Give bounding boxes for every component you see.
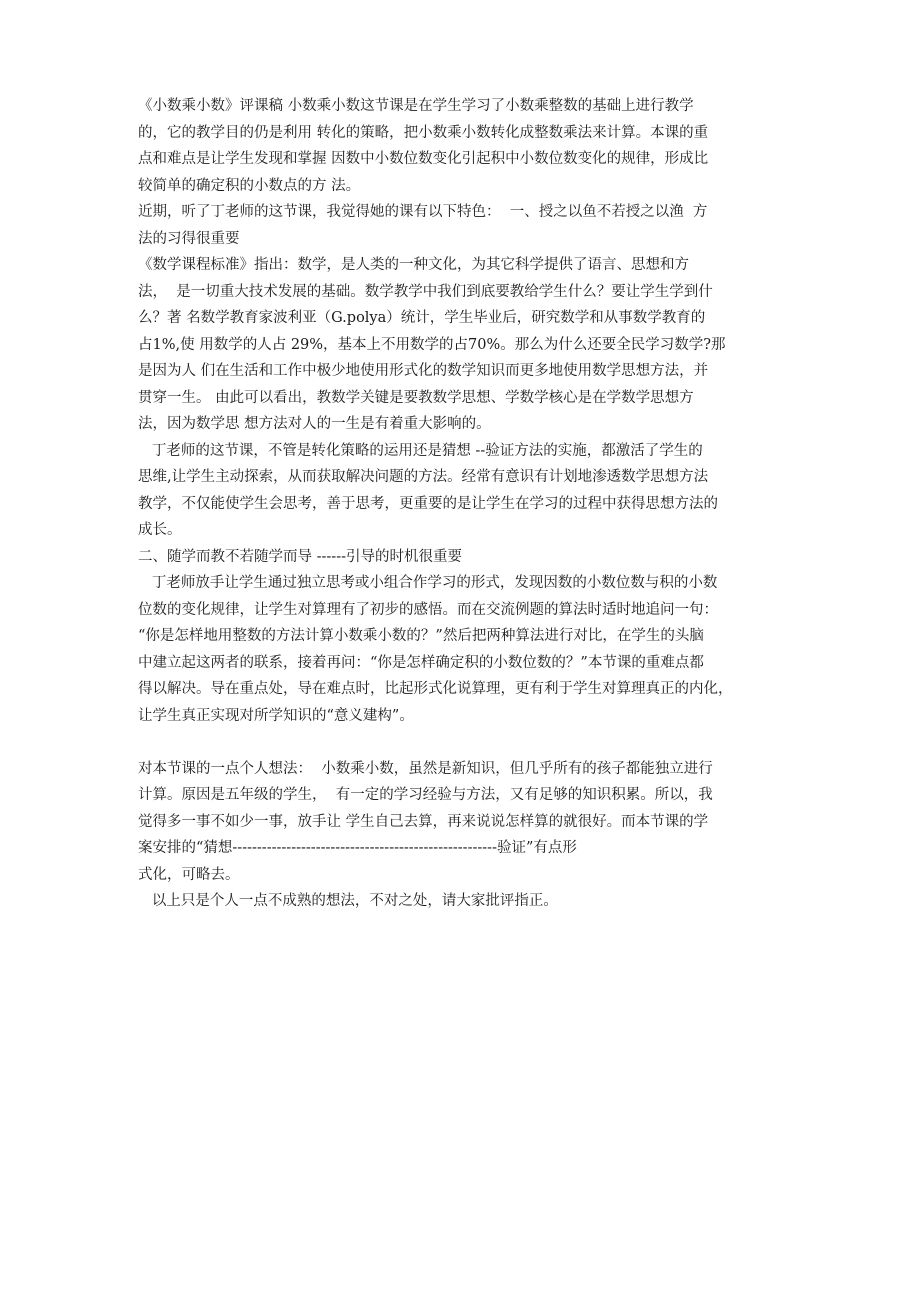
- text-line: 是因为人 们在生活和工作中极少地使用形式化的数学知识而更多地使用数学思想方法，并: [138, 363, 709, 379]
- text-line: 占1%,使 用数学的人占 29%，基本上不用数学的占70%。那么为什么还要全民学习数学?那: [138, 336, 726, 353]
- text-line: 贯穿一生。 由此可以看出，教数学关键是要教数学思想、学数学核心是在学数学思想方: [138, 389, 694, 406]
- text-line: 以上只是个人一点不成熟的想法，不对之处，请大家批评指正。: [138, 893, 558, 909]
- text-line: 案安排的“猜想------------------------------------------------------验证”有点形: [138, 840, 577, 856]
- text-line: 成长。: [138, 522, 182, 538]
- text-line: 《数学课程标准》指出：数学，是人类的一种文化，为其它科学提供了语言、思想和方: [138, 257, 689, 273]
- text-line: 《小数乘小数》评课稿 小数乘小数这节课是在学生学习了小数乘整数的基础上进行教学: [138, 98, 694, 114]
- text-line: 法，因为数学思 想方法对人的一生是有着重大影响的。: [138, 416, 491, 432]
- text-line: 丁老师放手让学生通过独立思考或小组合作学习的形式，发现因数的小数位数与积的小数: [138, 575, 718, 591]
- text-line: 计算。原因是五年级的学生， 有一定的学习经验与方法，又有足够的知识积累。所以，我: [138, 787, 713, 803]
- text-line: 觉得多一事不如少一事，放手让 学生自己去算，再来说说怎样算的就很好。而本节课的学: [138, 813, 709, 830]
- text-line: 的，它的教学目的仍是利用 转化的策略，把小数乘小数转化成整数乘法来计算。本课的重: [138, 124, 709, 141]
- text-line: 式化，可略去。: [138, 866, 240, 883]
- text-line: 法的习得很重要: [138, 230, 240, 247]
- text-line: 对本节课的一点个人想法： 小数乘小数，虽然是新知识，但几乎所有的孩子都能独立进行: [138, 760, 713, 777]
- text-line: 中建立起这两者的联系，接着再问：“你是怎样确定积的小数位数的？”本节课的重难点都: [138, 654, 704, 671]
- text-line: 二、随学而教不若随学而导 ------引导的时机很重要: [138, 548, 463, 565]
- text-line: 教学，不仅能使学生会思考，善于思考，更重要的是让学生在学习的过程中获得思想方法的: [138, 495, 718, 512]
- text-line: 丁老师的这节课，不管是转化策略的运用还是猜想 --验证方法的实施，都激活了学生的: [138, 442, 703, 459]
- text-line: 得以解决。导在重点处，导在难点时，比起形式化说算理，更有利于学生对算理真正的内化，: [138, 681, 733, 697]
- text-line: 位数的变化规律，让学生对算理有了初步的感悟。而在交流例题的算法时适时地追问一句：: [138, 601, 718, 618]
- text-line: 让学生真正实现对所学知识的“意义建构”。: [138, 707, 414, 724]
- blank-line: [138, 729, 788, 756]
- document-body: [138, 93, 788, 915]
- text-line: 思维,让学生主动探索，从而获取解决问题的方法。经常有意识有计划地渗透数学思想方法: [138, 469, 709, 485]
- text-line: 么？著 名数学教育家波利亚（G.polya）统计，学生毕业后，研究数学和从事数学教育的: [138, 310, 706, 326]
- text-line: “你是怎样地用整数的方法计算小数乘小数的？”然后把两种算法进行对比，在学生的头脑: [138, 628, 704, 644]
- text-line: 近期，听了丁老师的这节课，我觉得她的课有以下特色： 一、授之以鱼不若授之以渔 方: [138, 204, 708, 220]
- text-line: 法， 是一切重大技术发展的基础。数学教学中我们到底要教给学生什么？要让学生学到什: [138, 283, 713, 300]
- text-line: 点和难点是让学生发现和掌握 因数中小数位数变化引起积中小数位数变化的规律，形成比: [138, 151, 709, 167]
- text-line: 较简单的确定积的小数点的方 法。: [138, 177, 361, 194]
